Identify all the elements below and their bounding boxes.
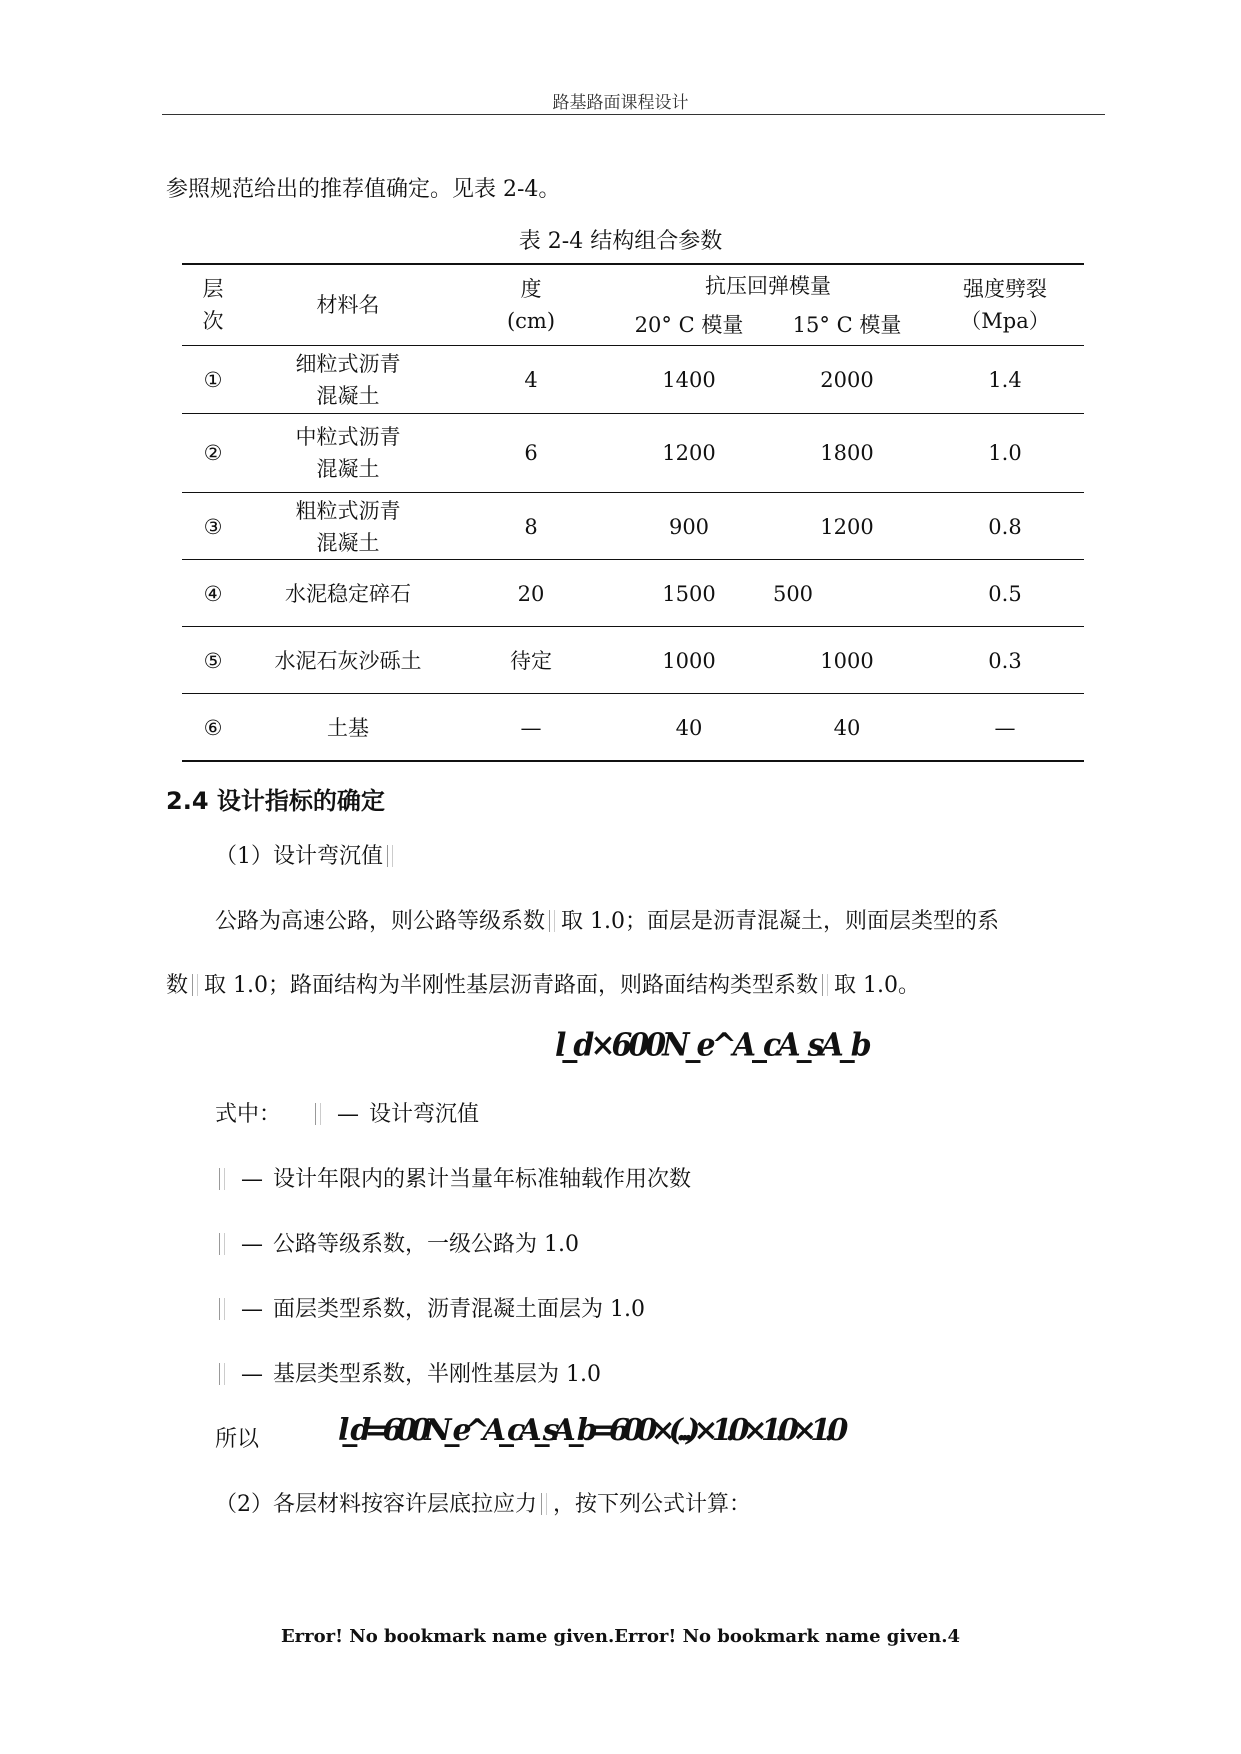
header-thickness-line2: (cm) <box>506 309 556 333</box>
symbol-ld-icon <box>387 845 393 867</box>
row6-material: 土基 <box>327 716 369 740</box>
row5-material: 水泥石灰沙砾土 <box>274 649 422 673</box>
definition-ne <box>215 1165 691 1195</box>
row2-material-line1: 中粒式沥青 <box>295 425 401 449</box>
table-row-rule <box>182 492 1084 493</box>
row6-mod15: 40 <box>833 716 861 740</box>
header-modulus-15: 15° C 模量 <box>792 313 902 337</box>
table-top-rule <box>182 263 1084 265</box>
header-strength-line2: （Mpa） <box>960 309 1050 333</box>
table-row-rule <box>182 559 1084 560</box>
row4-strength: 0.5 <box>988 582 1022 606</box>
header-modulus-20: 20° C 模量 <box>634 313 744 337</box>
section-heading: 2.4 设计指标的确定 <box>166 787 385 815</box>
header-material: 材料名 <box>316 293 380 317</box>
header-thickness-line1: 度 <box>520 277 542 301</box>
row6-strength: — <box>994 716 1016 740</box>
row1-thickness: 4 <box>524 368 538 392</box>
row3-mod20: 900 <box>668 515 710 539</box>
definition-text: 基层类型系数，半刚性基层为 1.0 <box>273 1362 601 1387</box>
header-modulus-group: 抗压回弹模量 <box>705 274 831 298</box>
row5-strength: 0.3 <box>988 649 1022 673</box>
symbol-as-icon <box>219 1298 225 1320</box>
formula-design-deflection: l_d×600N_e^A_cA_sA_b <box>555 1027 868 1064</box>
definition-as <box>215 1295 645 1325</box>
row1-material-line1: 细粒式沥青 <box>295 352 401 376</box>
row4-layer: ④ <box>203 582 223 606</box>
symbol-ac-icon <box>219 1233 225 1255</box>
definition-ac <box>215 1230 579 1260</box>
row3-thickness: 8 <box>524 515 538 539</box>
header-strength-line1: 强度劈裂 <box>963 277 1047 301</box>
table-caption: 表 2-4 结构组合参数 <box>518 229 723 254</box>
symbol-ac-icon <box>549 910 555 932</box>
table-header-rule <box>182 345 1084 346</box>
paragraph-2 <box>166 971 920 1001</box>
row2-layer: ② <box>203 441 223 465</box>
dash: — <box>337 1102 360 1127</box>
row3-material <box>296 495 401 559</box>
definition-text: 面层类型系数，沥青混凝土面层为 1.0 <box>273 1297 645 1322</box>
definition-text: 设计弯沉值 <box>369 1102 480 1127</box>
item-1-text: （1）设计弯沉值 <box>215 844 383 869</box>
row6-mod20: 40 <box>675 716 703 740</box>
running-header: 路基路面课程设计 <box>552 93 689 113</box>
header-layer-line1: 层 <box>202 277 224 301</box>
table-row-rule <box>182 693 1084 694</box>
symbol-ab-icon <box>822 974 828 996</box>
row6-thickness: — <box>520 716 542 740</box>
definition-text: 公路等级系数，一级公路为 1.0 <box>273 1232 579 1257</box>
symbol-ld-icon <box>315 1103 321 1125</box>
row5-mod20: 1000 <box>662 649 716 673</box>
p2-part-b: 取 1.0；路面结构为半刚性基层沥青路面，则路面结构类型系数 <box>204 973 818 998</box>
p2-part-c: 取 1.0。 <box>834 973 920 998</box>
row3-layer: ③ <box>203 515 223 539</box>
definition-ab <box>215 1360 601 1390</box>
symbol-as-icon <box>192 974 198 996</box>
row2-mod20: 1200 <box>662 441 716 465</box>
row4-mod20: 1500 <box>662 582 716 606</box>
p1-part-b: 取 1.0；面层是沥青混凝土，则面层类型的系 <box>561 909 999 934</box>
row3-mod15: 1200 <box>820 515 874 539</box>
row2-material <box>296 421 401 485</box>
formula-deflection-result: l_d=600N_e^A_cA_sA_b=600×(...)×1.0×1.0×1.0 <box>338 1413 842 1448</box>
table-row-rule <box>182 413 1084 414</box>
table-row-rule <box>182 626 1084 627</box>
dash: — <box>241 1362 263 1387</box>
row1-mod15: 2000 <box>820 368 874 392</box>
row4-thickness: 20 <box>517 582 545 606</box>
page-footer: Error! No bookmark name given.Error! No bookmark name given.4 <box>280 1626 961 1647</box>
header-strength <box>960 273 1049 337</box>
paragraph-1 <box>215 907 999 937</box>
where-label: 式中： <box>215 1102 282 1127</box>
row2-material-line2: 混凝土 <box>316 457 380 481</box>
p2-part-a: 数 <box>166 973 189 998</box>
dash: — <box>241 1167 263 1192</box>
row1-material-line2: 混凝土 <box>316 384 380 408</box>
row3-material-line2: 混凝土 <box>316 531 380 555</box>
row3-strength: 0.8 <box>988 515 1022 539</box>
row1-strength: 1.4 <box>988 368 1022 392</box>
row2-thickness: 6 <box>524 441 538 465</box>
row1-layer: ① <box>203 368 223 392</box>
dash: — <box>241 1232 263 1257</box>
row1-material <box>296 348 401 412</box>
row4-mod15: 500 <box>772 582 814 606</box>
header-thickness <box>507 273 555 337</box>
symbol-ne-icon <box>219 1168 225 1190</box>
intro-paragraph: 参照规范给出的推荐值确定。见表 2-4。 <box>166 177 561 202</box>
item-2-title <box>215 1490 751 1520</box>
dash: — <box>241 1297 263 1322</box>
row1-mod20: 1400 <box>662 368 716 392</box>
row3-material-line1: 粗粒式沥青 <box>295 499 401 523</box>
header-layer-line2: 次 <box>202 309 224 333</box>
row2-strength: 1.0 <box>988 441 1022 465</box>
item-1-title <box>215 842 399 872</box>
p1-part-a: 公路为高速公路，则公路等级系数 <box>215 909 546 934</box>
definition-ld <box>215 1100 479 1130</box>
item-2-part-b: ，按下列公式计算： <box>553 1492 752 1517</box>
row5-thickness: 待定 <box>510 649 552 673</box>
header-layer <box>203 273 224 337</box>
definition-text: 设计年限内的累计当量年标准轴载作用次数 <box>273 1167 692 1192</box>
symbol-ab-icon <box>219 1363 225 1385</box>
symbol-sigma-r-icon <box>541 1493 547 1515</box>
therefore-label: 所以 <box>215 1427 260 1452</box>
row5-mod15: 1000 <box>820 649 874 673</box>
row6-layer: ⑥ <box>203 716 223 740</box>
row5-layer: ⑤ <box>203 649 223 673</box>
item-2-part-a: （2）各层材料按容许层底拉应力 <box>215 1492 537 1517</box>
row4-material: 水泥稳定碎石 <box>285 582 411 606</box>
row2-mod15: 1800 <box>820 441 874 465</box>
header-rule <box>162 114 1105 115</box>
table-bottom-rule <box>182 760 1084 762</box>
